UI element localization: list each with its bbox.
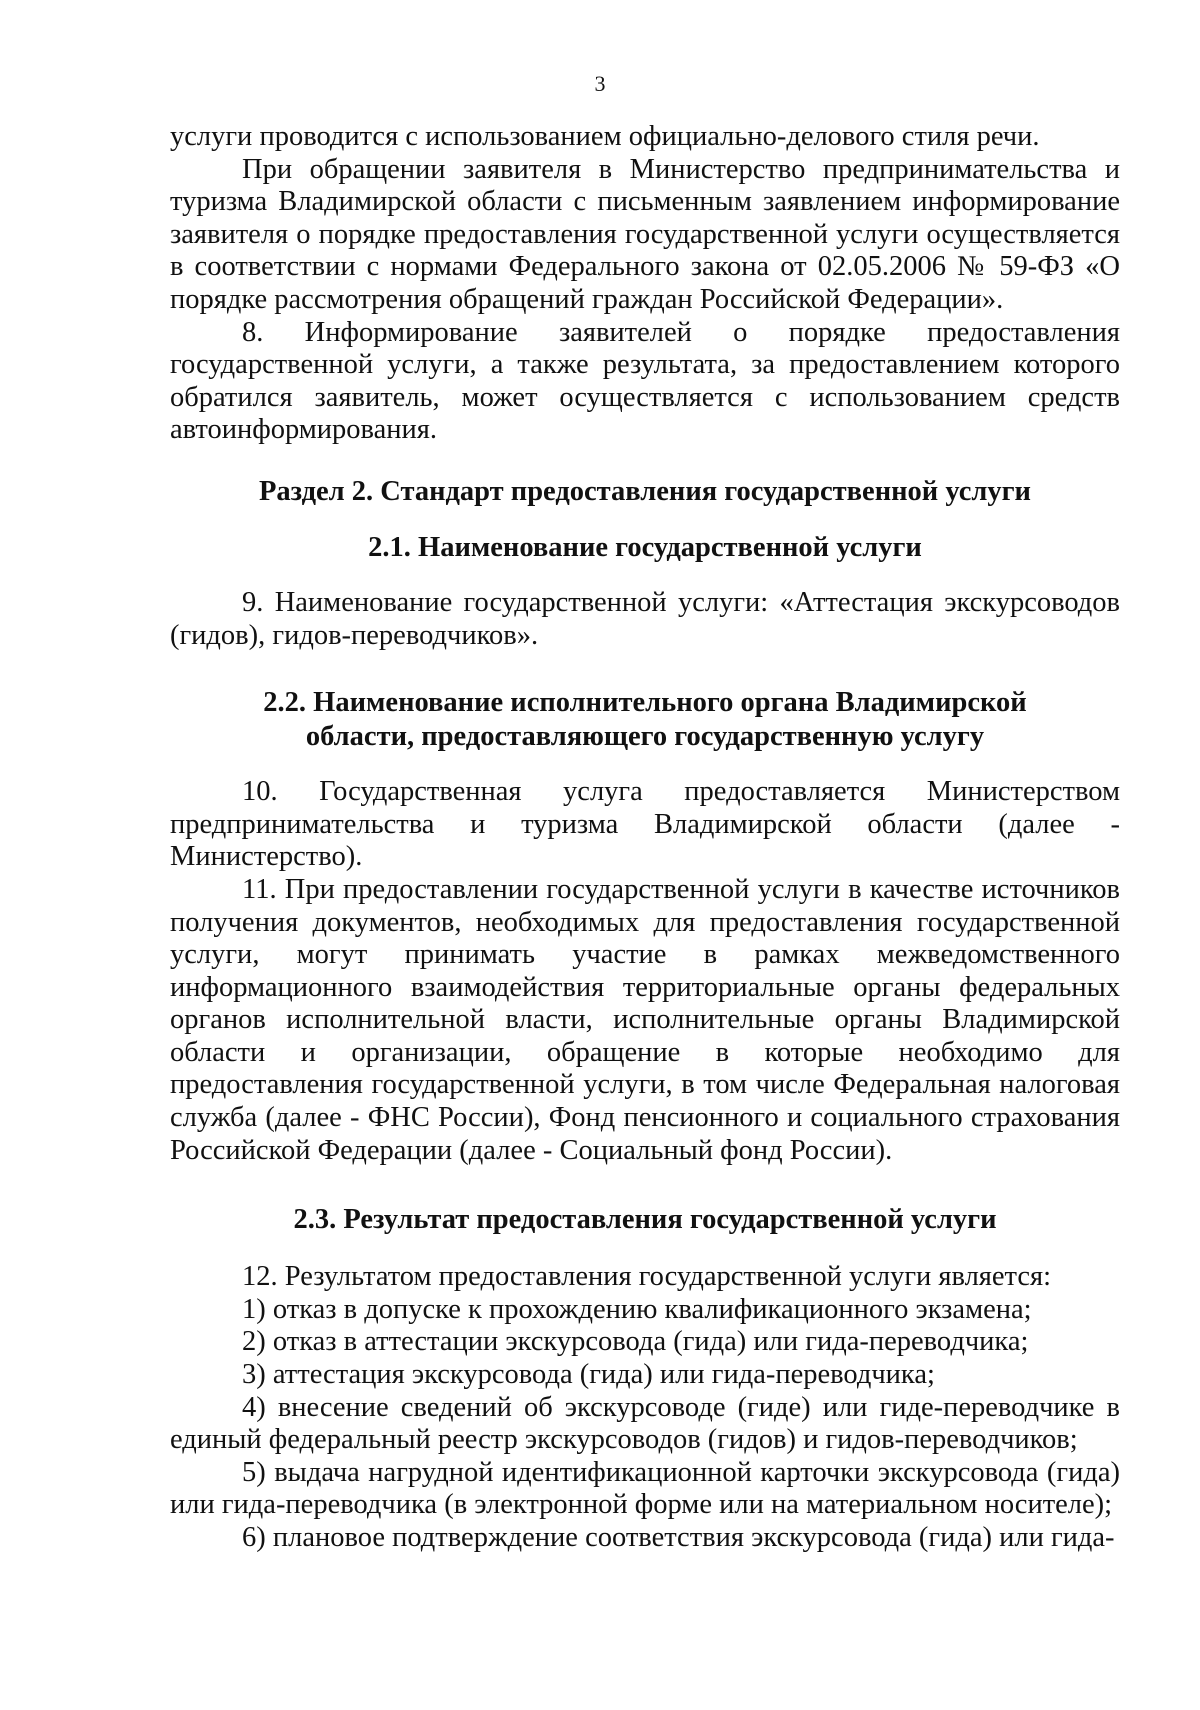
paragraph-informing-written: При обращении заявителя в Министерство предпринимательства и туризма Владимирской области с письменным заявлением информирование заявителя о порядке предоставления государственной услуги осуществляется в соответствии с нормами Федерального закона от 02.05.2006 № 59-ФЗ «О порядке рассмотрения обращений граждан Российской Федерации».: [170, 153, 1120, 315]
list-item-4: 4) внесение сведений об экскурсоводе (гиде) или гиде-переводчике в единый федеральный реестр экскурсоводов (гидов) и гидов-переводчиков;: [170, 1391, 1120, 1456]
list-item-2: 2) отказ в аттестации экскурсовода (гида) или гида-переводчика;: [242, 1326, 1029, 1358]
subsection-2-3-title: 2.3. Результат предоставления государственной услуги: [293, 1204, 997, 1236]
list-item-6: 6) плановое подтверждение соответствия экскурсовода (гида) или гида-: [242, 1522, 1115, 1553]
paragraph-11: 11. При предоставлении государственной услуги в качестве источников получения документов, необходимых для предоставления государственной услуги, могут принимать участие в рамках межведомственного информационного взаимодействия территориальные органы федеральных органов исполнительной власти, исполнительные органы Владимирской области и организации, обращение в которые необходимо для предоставления государственной услуги, в том числе Федеральная налоговая служба (далее - ФНС России), Фонд пенсионного и социального страхования Российской Федерации (далее - Социальный фонд России).: [170, 873, 1120, 1166]
page-number: 3: [594, 71, 606, 96]
paragraph-12: 12. Результатом предоставления государственной услуги является:: [242, 1261, 1052, 1293]
document-body: [170, 121, 1120, 1555]
paragraph-9: 9. Наименование государственной услуги: «Аттестация экскурсоводов (гидов), гидов-переводчиков».: [170, 586, 1120, 651]
list-item-1: 1) отказ в допуске к прохождению квалификационного экзамена;: [242, 1293, 1032, 1325]
paragraph-8: 8. Информирование заявителей о порядке предоставления государственной услуги, а также результата, за предоставлением которого обратился заявитель, может осуществляется с использованием средств автоинформирования.: [170, 316, 1120, 446]
paragraph-10: 10. Государственная услуга предоставляется Министерством предпринимательства и туризма Владимирской области (далее - Министерство).: [170, 776, 1120, 873]
section-2-title: Раздел 2. Стандарт предоставления государственной услуги: [259, 475, 1031, 507]
list-item-5: 5) выдача нагрудной идентификационной карточки экскурсовода (гида) или гида-переводчика (в электронной форме или на материальном носителе);: [170, 1456, 1120, 1521]
paragraph-continuation: услуги проводится с использованием официально-делового стиля речи.: [170, 121, 1040, 152]
subsection-2-1-title: 2.1. Наименование государственной услуги: [368, 531, 922, 563]
subsection-2-2-title-line1: 2.2. Наименование исполнительного органа Владимирской: [263, 687, 1027, 719]
list-item-3: 3) аттестация экскурсовода (гида) или гида-переводчика;: [242, 1359, 935, 1391]
subsection-2-2-title-line2: области, предоставляющего государственную услугу: [305, 721, 985, 753]
subsection-2-2-title: [170, 686, 1120, 754]
